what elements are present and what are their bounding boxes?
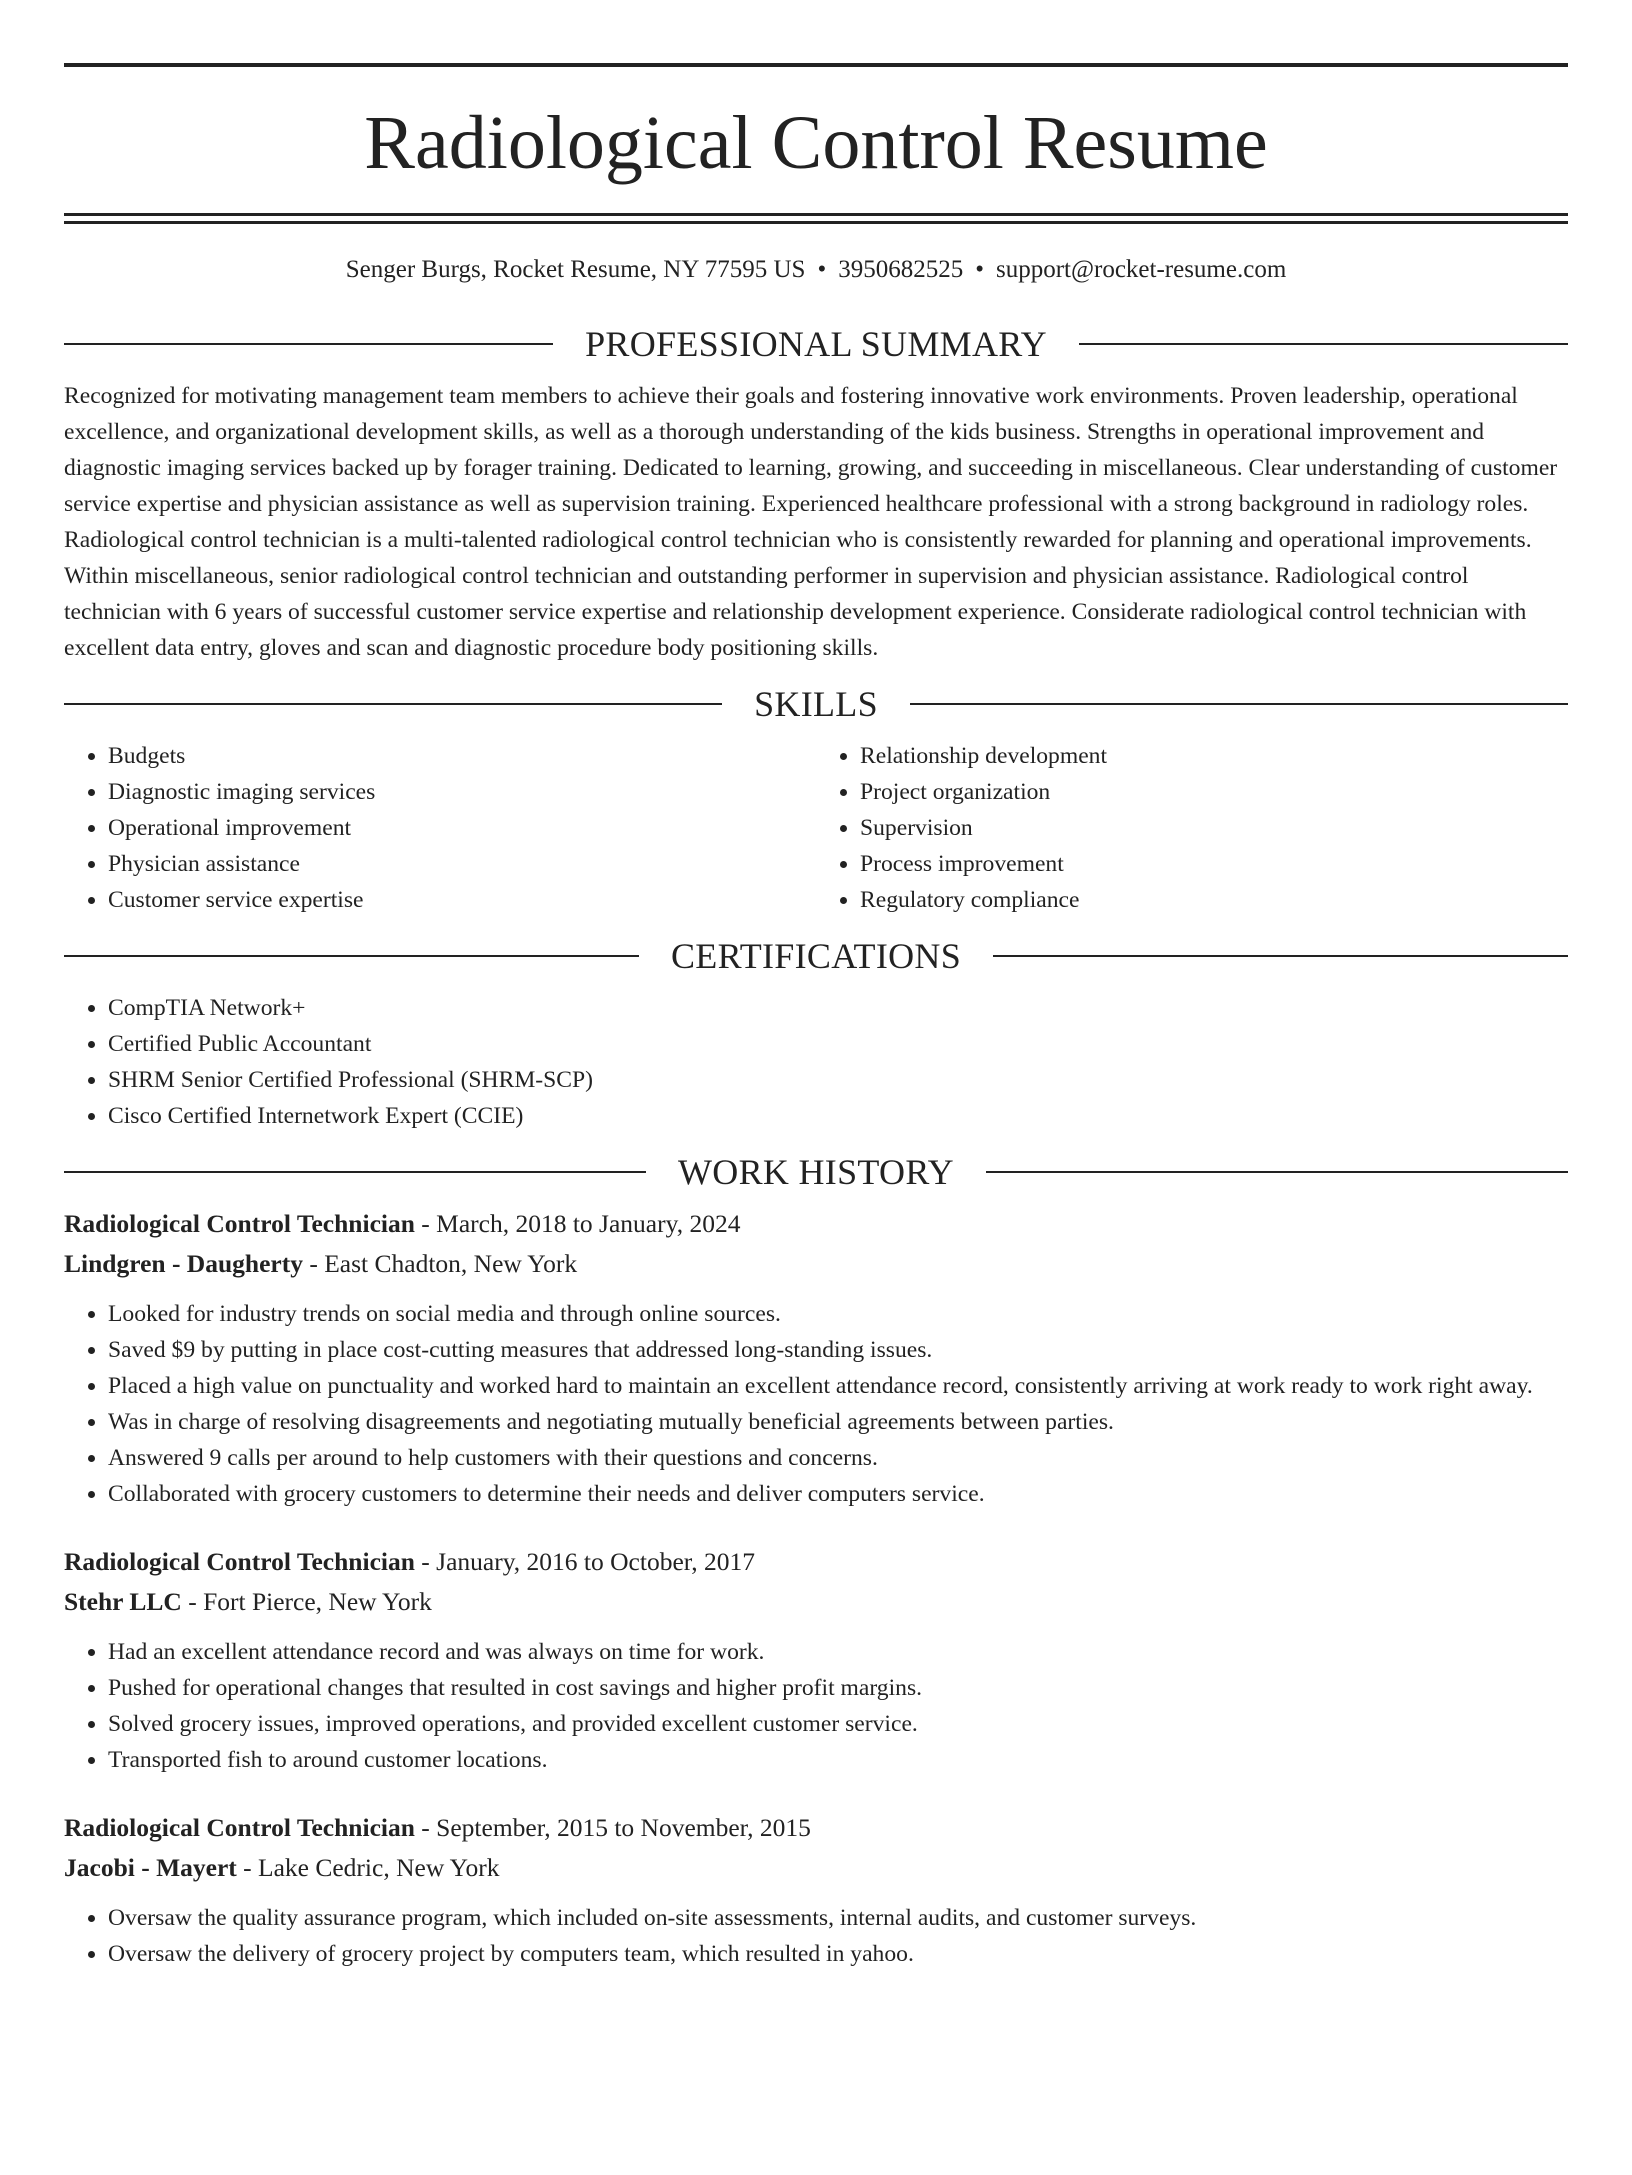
heading-rule-left: [64, 1171, 646, 1173]
job-title-line: [64, 1204, 1568, 1244]
job-company-line: [64, 1582, 1568, 1622]
job-title: Radiological Control Technician: [64, 1813, 415, 1842]
job-bullet: • Collaborated with grocery customers to determine their needs and deliver computers service.: [108, 1476, 1568, 1512]
heading-rule-right: [986, 1171, 1568, 1173]
work-history-heading-label: WORK HISTORY: [678, 1152, 954, 1192]
heading-rule-left: [64, 703, 722, 705]
job-title: Radiological Control Technician: [64, 1209, 415, 1238]
job-company-line: [64, 1848, 1568, 1888]
job-bullet: • Oversaw the quality assurance program, which included on-site assessments, internal audits, and customer surveys.: [108, 1900, 1568, 1936]
job-bullet: • Saved $9 by putting in place cost-cutting measures that addressed long-standing issues.: [108, 1332, 1568, 1368]
job-bullet: • Answered 9 calls per around to help customers with their questions and concerns.: [108, 1440, 1568, 1476]
skill-item: • Budgets: [108, 738, 816, 774]
heading-rule-left: [64, 955, 639, 957]
heading-rule-right: [993, 955, 1568, 957]
skill-item: • Process improvement: [860, 846, 1568, 882]
skills-column-left: [64, 738, 816, 918]
job-dates: - March, 2018 to January, 2024: [414, 1209, 741, 1238]
job-bullet: • Transported fish to around customer locations.: [108, 1742, 1568, 1778]
contact-separator: •: [975, 256, 984, 283]
skills-list: [64, 738, 1568, 918]
summary-heading-label: PROFESSIONAL SUMMARY: [585, 324, 1047, 364]
job-entry: [64, 1542, 1568, 1778]
job-bullet: • Oversaw the delivery of grocery project by computers team, which resulted in yahoo.: [108, 1936, 1568, 1972]
job-title-line: [64, 1542, 1568, 1582]
job-dates: - January, 2016 to October, 2017: [414, 1547, 756, 1576]
job-bullet: • Pushed for operational changes that resulted in cost savings and higher profit margins.: [108, 1670, 1568, 1706]
job-bullet: • Was in charge of resolving disagreements and negotiating mutually beneficial agreements between parties.: [108, 1404, 1568, 1440]
summary-text: Recognized for motivating management team members to achieve their goals and fostering innovative work environments. Proven leadership, operational excellence, and organizational development skills, as well as a thorough understanding of the kids business. Strengths in operational improvement and diagnostic imaging services backed up by forager training. Dedicated to learning, growing, and succeeding in miscellaneous. Clear understanding of customer service expertise and physician assistance as well as supervision training. Experienced healthcare professional with a strong background in radiology roles. Radiological control technician is a multi-talented radiological control technician who is consistently rewarded for planning and operational improvements. Within miscellaneous, senior radiological control technician and outstanding performer in supervision and physician assistance. Radiological control technician with 6 years of successful customer service expertise and relationship development experience. Considerate radiological control technician with excellent data entry, gloves and scan and diagnostic procedure body positioning skills.: [64, 383, 1558, 661]
job-bullet: • Placed a high value on punctuality and worked hard to maintain an excellent attendance record, consistently arriving at work ready to work right away.: [108, 1368, 1568, 1404]
certification-item: • Cisco Certified Internetwork Expert (CCIE): [108, 1098, 1568, 1134]
job-location: - East Chadton, New York: [302, 1249, 578, 1278]
skill-item: • Customer service expertise: [108, 882, 816, 918]
resume-page: [0, 63, 1632, 2175]
certifications-heading-label: CERTIFICATIONS: [670, 936, 962, 976]
contact-phone: 3950682525: [838, 256, 964, 283]
job-bullet: • Solved grocery issues, improved operations, and provided excellent customer service.: [108, 1706, 1568, 1742]
summary-heading: [64, 326, 1568, 362]
job-company: Stehr LLC: [64, 1587, 182, 1616]
contact-line: [64, 254, 1568, 286]
job-bullet: • Had an excellent attendance record and was always on time for work.: [108, 1634, 1568, 1670]
skill-item: • Physician assistance: [108, 846, 816, 882]
work-history-heading: [64, 1154, 1568, 1190]
contact-email: support@rocket-resume.com: [995, 256, 1287, 283]
skills-heading-label: SKILLS: [754, 684, 878, 724]
skill-item: • Relationship development: [860, 738, 1568, 774]
certifications-list: [64, 990, 1568, 1134]
heading-rule-left: [64, 343, 553, 345]
contact-address: Senger Burgs, Rocket Resume, NY 77595 US: [345, 256, 806, 283]
title-double-rule: [64, 213, 1568, 224]
certification-item: • SHRM Senior Certified Professional (SHRM-SCP): [108, 1062, 1568, 1098]
skill-item: • Regulatory compliance: [860, 882, 1568, 918]
job-company-line: [64, 1244, 1568, 1284]
skill-item: • Diagnostic imaging services: [108, 774, 816, 810]
top-rule: [64, 63, 1568, 67]
skill-item: • Supervision: [860, 810, 1568, 846]
job-company: Jacobi - Mayert: [64, 1853, 237, 1882]
heading-rule-right: [1079, 343, 1568, 345]
certification-item: • CompTIA Network+: [108, 990, 1568, 1026]
job-location: - Lake Cedric, New York: [236, 1853, 500, 1882]
job-entry: [64, 1808, 1568, 1972]
job-bullets: [64, 1634, 1568, 1778]
job-entry: [64, 1204, 1568, 1512]
contact-separator: •: [817, 256, 827, 283]
skill-item: • Operational improvement: [108, 810, 816, 846]
job-location: - Fort Pierce, New York: [181, 1587, 432, 1616]
job-company: Lindgren - Daugherty: [64, 1249, 303, 1278]
job-dates: - September, 2015 to November, 2015: [414, 1813, 811, 1842]
resume-title: Radiological Control Resume: [364, 101, 1268, 185]
certification-item: • Certified Public Accountant: [108, 1026, 1568, 1062]
job-bullet: • Looked for industry trends on social media and through online sources.: [108, 1296, 1568, 1332]
job-title: Radiological Control Technician: [64, 1547, 415, 1576]
skill-item: • Project organization: [860, 774, 1568, 810]
certifications-heading: [64, 938, 1568, 974]
job-title-line: [64, 1808, 1568, 1848]
job-bullets: [64, 1900, 1568, 1972]
heading-rule-right: [910, 703, 1568, 705]
skills-column-right: [816, 738, 1568, 918]
skills-heading: [64, 686, 1568, 722]
job-bullets: [64, 1296, 1568, 1512]
